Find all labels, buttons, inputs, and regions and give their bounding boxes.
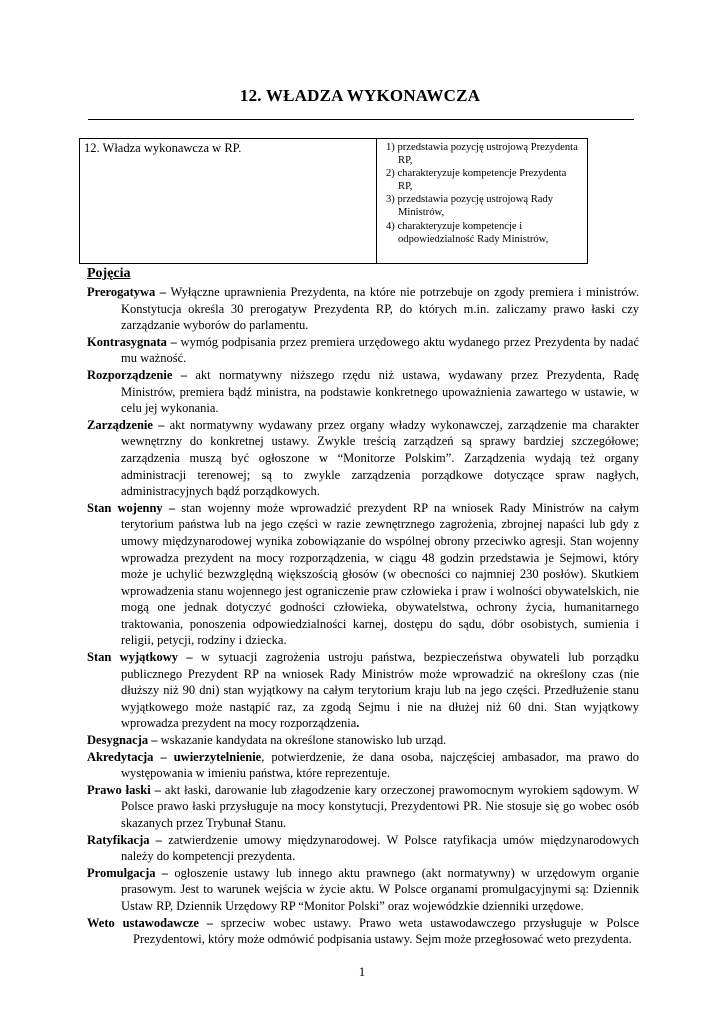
definition-dash: – [155,285,171,299]
definition-trailing-period: . [356,716,360,731]
definition-akredytacja [87,749,639,782]
definition-dash: – [149,832,169,847]
definition-dash: – [198,915,221,930]
definition-term: Akredytacja [87,749,154,764]
title-divider [88,119,634,120]
definition-text: akt normatywny wydawany przez organy władzy wykonawczej, zarządzenie ma charakter wewnętrzny do konkretnej ustawy. Zwykle treścią zarządzeń są sprawy bardziej szczegółowe; zarządzenia muszą być ogłoszone w “Monitorze Polskim”. Zarządzenia wydają też organy administracji terenowej; są to zwykle zarządzenia porządkowe dotyczące spraw nagłych, administracyjnych bądź porządkowych. [121,417,639,499]
definition-text: zatwierdzenie umowy międzynarodowej. W Polsce ratyfikacja umów międzynarodowych należy do kompetencji prezydenta. [121,832,639,864]
definition-term: Prerogatywa [87,285,156,299]
definition-dash: – [166,334,181,349]
definition-dash: – [162,500,182,515]
definition-stan-wyjatkowy [87,649,639,732]
objectives-list [382,141,583,246]
definition-text: stan wojenny może wprowadzić prezydent RP na wniosek Rady Ministrów na całym terytorium państwa lub na jego części w razie zewnętrznego zagrożenia, zbrojnej napaści lub gdy z umowy międzynarodowej wynika zobowiązanie do wspólnej obrony przeciwko agresji. Stan wojenny wprowadza prezydent na mocy rozporządzenia, w ciągu 48 godzin przedstawia je Sejmowi, który może je uchylić bezwzględną większością głosów (w obecności co najmniej 230 posłów). Skutkiem wprowadzenia stanu wojennego jest ograniczenie praw człowieka i praw i wolności obywatelskich, nie mogą one jednak dotyczyć godności człowieka, obywatelstwa, ochrony życia, humanitarnego traktowania, ponoszenia odpowiedzialności karnej, dostępu do sądu, dóbr osobistych, sumienia i religii, petycji, rodziny i dziecka. [121,500,640,648]
definition-text: akt normatywny niższego rzędu niż ustawa, wydawany przez Prezydenta, Radę Ministrów, premiera bądź ministra, na podstawie konkretnego upoważnienia zawartego w ustawie, w celu jej wykonania. [121,367,639,416]
definition-dash: – [148,733,161,748]
definition-term: Kontrasygnata [87,334,167,349]
objective-item: 1) przedstawia pozycję ustrojową Prezydenta RP, [386,142,578,167]
definition-text: wskazanie kandydata na określone stanowisko lub urząd. [160,733,447,748]
definition-dash: – [178,650,202,665]
definition-text: sprzeciw wobec ustawy. Prawo weta ustawodawczego przysługuje w Polsce Prezydentowi, który może odmówić podpisania ustawy. Sejm może przegłosować weto prezydenta. [133,915,640,947]
definition-term: Promulgacja [87,865,156,880]
definition-dash: – [150,782,165,797]
definition-dash: – [172,367,196,382]
definition-term: Rozporządzenie [87,367,173,382]
definition-text: akt łaski, darowanie lub złagodzenie kary orzeczonej prawomocnym wyrokiem sądowym. W Polsce prawo łaski przysługuje na mocy konstytucji, Prezydentowi PR. Nie stosuje się go wobec osób skazanych przez Trybunał Stanu. [121,782,639,830]
page-number: 1 [358,964,366,979]
definition-prerogatywa [87,284,639,334]
topic-cell: 12. Władza wykonawcza w RP. [80,139,377,263]
topic-table [79,138,588,264]
definition-stan-wojenny [87,500,639,649]
definition-term: Stan wyjątkowy [87,650,179,665]
definition-term: Ratyfikacja [87,832,150,847]
objective-item: 2) charakteryzuje kompetencje Prezydenta RP, [386,168,567,193]
definition-term: Zarządzenie [87,417,153,432]
definition-dash: – [153,749,174,764]
definition-term: Weto ustawodawcze [87,915,199,930]
objective-item: 4) charakteryzuje kompetencje i odpowiedzialność Rady Ministrów, [386,220,549,245]
definition-desygnacja [87,732,639,749]
definition-text: , potwierdzenie, że dana osoba, najczęściej ambasador, ma prawo do występowania w imieniu państwa, które reprezentuje. [121,749,640,781]
definition-text: w sytuacji zagrożenia ustroju państwa, bezpieczeństwa obywateli lub porządku publicznego Prezydent RP na wniosek Rady Ministrów może wprowadzić na określony czas (nie dłuższy niż 90 dni) stan wyjątkowy na całym terytorium kraju lub na jego części. Przedłużenie stanu wyjątkowego może nastąpić raz, za zgodą Sejmu i nie na dłużej niż 60 dni. Stan wyjątkowy wprowadza prezydent na mocy rozporządzenia [121,650,639,731]
definition-ratyfikacja [87,832,639,865]
definition-kontrasygnata [87,334,639,367]
definition-term-synonym: uwierzytelnienie [173,749,262,764]
definition-text: ogłoszenie ustawy lub innego aktu prawnego (akt normatywny) w urzędowym organie prasowym. Jest to warunek wejścia w życie aktu. W Polsce organami promulgacyjnymi są: Dziennik Ustaw RP, Dziennik Urzędowy RP “Monitor Polski” oraz wojewódzkie dzienniki urzędowe. [121,865,640,913]
definition-dash: – [152,417,170,432]
definitions-list [87,284,639,948]
definition-term: Stan wojenny [87,500,163,515]
objective-item: 3) przedstawia pozycję ustrojową Rady Ministrów, [386,194,554,219]
definition-text: wymóg podpisania przez premiera urzędowego aktu wydanego przez Prezydenta by nadać mu ważność. [121,334,639,366]
definition-dash: – [155,865,175,880]
definition-weto-ustawodawcze [87,915,639,948]
definition-rozporzadzenie [87,367,639,417]
definition-prawo-laski [87,782,639,832]
definition-text: Wyłączne uprawnienia Prezydenta, na które nie potrzebuje on zgody premiera i ministrów. Konstytucja określa 30 prerogatyw Prezydenta RP, do których m.in. zaliczamy prawo łaski czy zarządzanie wyborów do parlamentu. [121,285,639,333]
definition-term: Desygnacja [87,733,149,748]
objectives-cell [377,139,587,263]
section-heading: Pojęcia [87,266,131,281]
definition-zarzadzenie [87,417,639,500]
definition-promulgacja [87,865,639,915]
page-title: 12. WŁADZA WYKONAWCZA [239,86,481,105]
definition-term: Prawo łaski [87,782,151,797]
